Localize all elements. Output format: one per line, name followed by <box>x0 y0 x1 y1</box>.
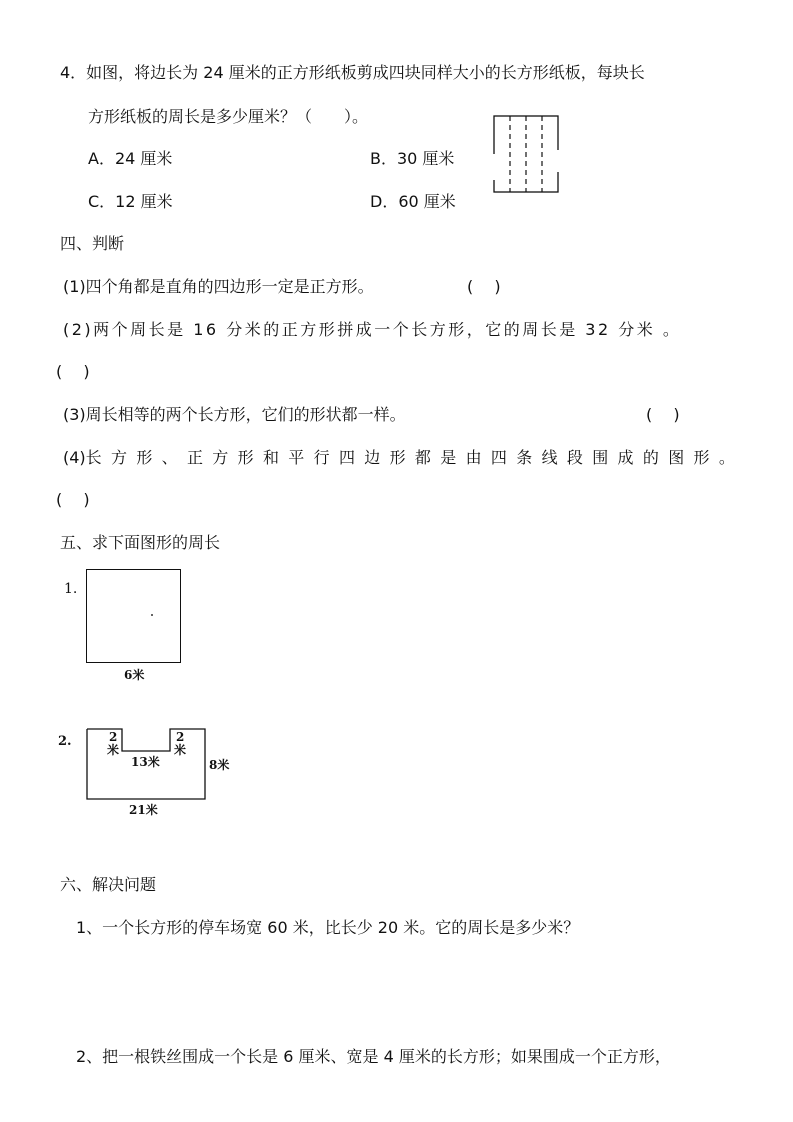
solve-heading: 六、解决问题 <box>60 875 157 894</box>
judge-item-3: (3)周长相等的两个长方形，它们的形状都一样。 <box>63 405 406 424</box>
judge-item-4-char: 、 <box>161 448 178 467</box>
judge-item-1: (1)四个角都是直角的四边形一定是正方形。 <box>63 277 374 296</box>
fig1-side-label: 6米 <box>124 668 145 682</box>
judge-item-4-char: 。 <box>718 448 735 467</box>
q4-stem-line2: 方形纸板的周长是多少厘米？（ ）。 <box>88 107 369 126</box>
fig2-notch-depth-left-number: 2 <box>109 730 118 744</box>
solve-problem-1: 1、一个长方形的停车场宽 60 米，比长少 20 米。它的周长是多少米？ <box>76 918 580 937</box>
fig2-notch-width-label: 13米 <box>131 755 160 769</box>
judge-item-1-blank[interactable]: ( ) <box>467 277 501 296</box>
judge-item-4-char: 形 <box>136 448 153 467</box>
judge-item-4-char: 形 <box>693 448 710 467</box>
q4-option-d[interactable]: D．60 厘米 <box>370 192 456 211</box>
judge-item-4-char: 由 <box>465 448 482 467</box>
fig2-height-label: 8米 <box>209 758 230 772</box>
q4-option-c[interactable]: C．12 厘米 <box>88 192 173 211</box>
judge-item-4-char: 条 <box>516 448 533 467</box>
q4-stem-line1: 4．如图，将边长为 24 厘米的正方形纸板剪成四块同样大小的长方形纸板，每块长 <box>60 63 645 82</box>
judge-item-4-char: 图 <box>668 448 685 467</box>
judge-item-4-char: 围 <box>592 448 609 467</box>
judge-heading: 四、判断 <box>60 234 125 253</box>
judge-item-4-char: 的 <box>642 448 659 467</box>
judge-item-4-char: 正 <box>186 448 203 467</box>
judge-item-3-blank[interactable]: ( ) <box>646 405 680 424</box>
judge-item-4-char: 成 <box>617 448 634 467</box>
q4-option-b[interactable]: B．30 厘米 <box>370 149 455 168</box>
judge-item-4-char: 方 <box>212 448 229 467</box>
fig2-index: 2. <box>58 734 72 749</box>
judge-item-4-char: (4)长 <box>63 448 102 467</box>
fig2-notch-depth-right-unit: 米 <box>174 743 187 757</box>
fig2-notch-depth-left-unit: 米 <box>107 743 120 757</box>
fig2-bottom-label: 21米 <box>129 803 158 817</box>
judge-item-4-char: 四 <box>490 448 507 467</box>
fig1-dot <box>151 614 153 616</box>
q4-square-cut-figure <box>490 110 562 194</box>
judge-item-4-char: 线 <box>541 448 558 467</box>
fig1-index: 1. <box>64 581 78 597</box>
judge-item-4-char: 行 <box>313 448 330 467</box>
judge-item-4-char: 是 <box>440 448 457 467</box>
q4-option-a[interactable]: A．24 厘米 <box>88 149 173 168</box>
judge-item-4-char: 边 <box>364 448 381 467</box>
judge-item-4 <box>63 447 735 469</box>
judge-item-4-char: 形 <box>389 448 406 467</box>
solve-problem-2: 2、把一根铁丝围成一个长是 6 厘米、宽是 4 厘米的长方形；如果围成一个正方形， <box>76 1047 671 1066</box>
perimeter-heading: 五、求下面图形的周长 <box>60 533 221 552</box>
judge-item-4-char: 平 <box>288 448 305 467</box>
judge-item-2: (2)两个周长是 16 分米的正方形拼成一个长方形，它的周长是 32 分米 。 <box>63 320 682 339</box>
judge-item-4-char: 和 <box>262 448 279 467</box>
fig2-notch-depth-right-number: 2 <box>176 730 185 744</box>
fig1-square <box>86 569 181 663</box>
judge-item-4-char: 都 <box>414 448 431 467</box>
judge-item-4-blank[interactable]: ( ) <box>56 490 90 509</box>
judge-item-4-char: 形 <box>237 448 254 467</box>
judge-item-4-char: 段 <box>566 448 583 467</box>
judge-item-2-blank[interactable]: ( ) <box>56 362 90 381</box>
judge-item-4-char: 方 <box>110 448 127 467</box>
judge-item-4-char: 四 <box>338 448 355 467</box>
